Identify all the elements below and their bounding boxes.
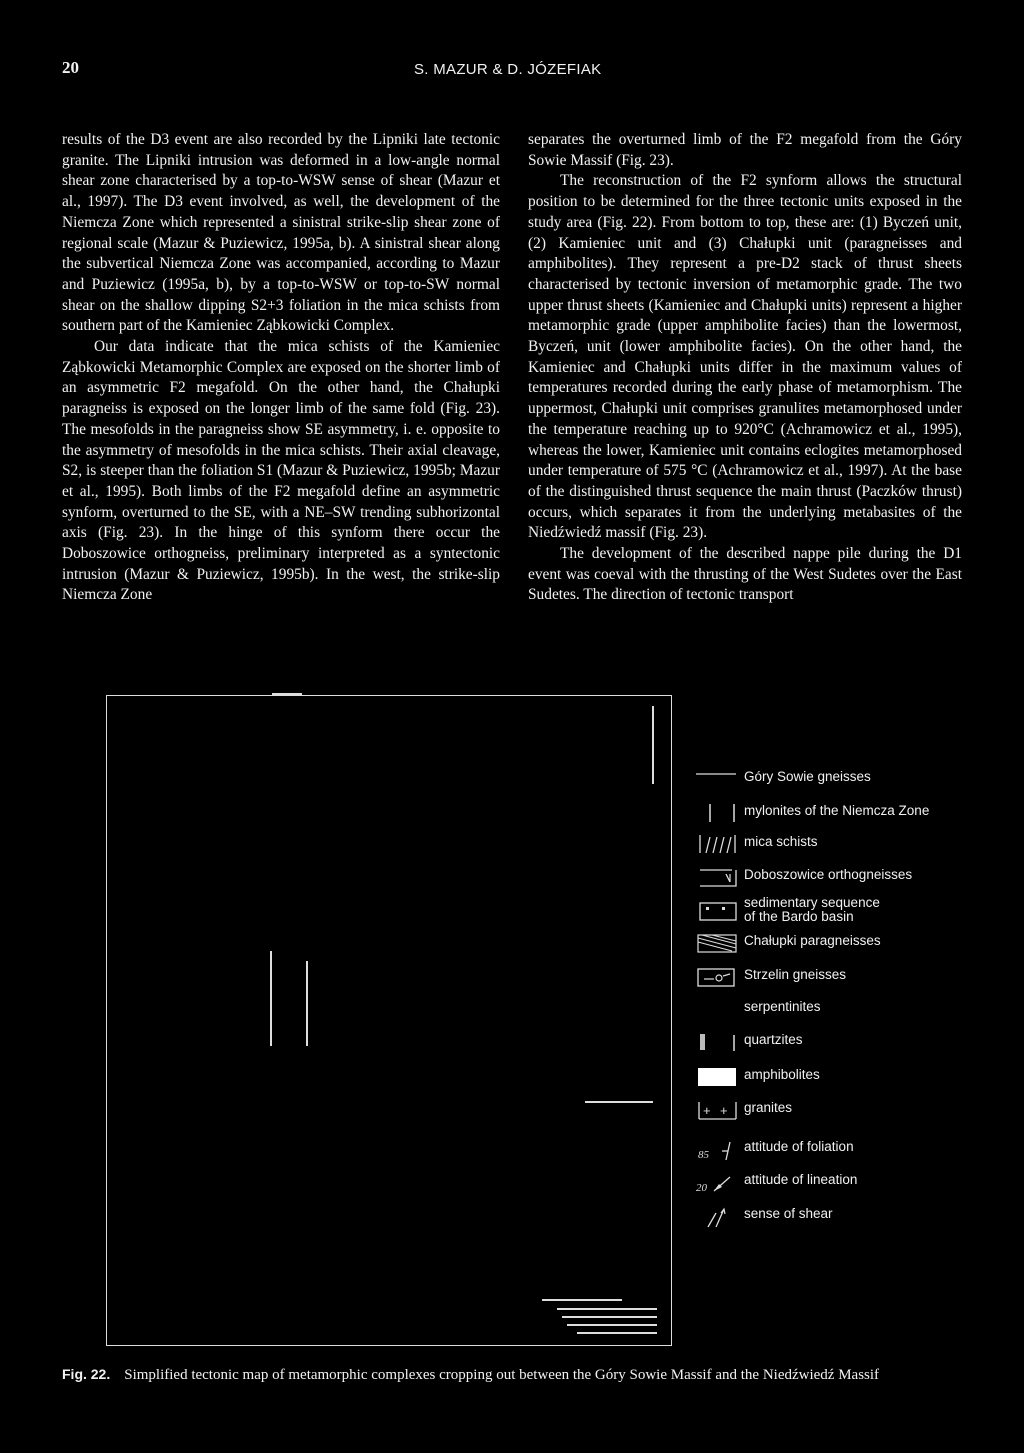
map-line	[557, 1308, 657, 1310]
bars-icon	[692, 802, 740, 826]
figure-caption	[62, 1366, 879, 1384]
diag-hatch-icon	[692, 932, 740, 956]
legend-label: attitude of foliation	[744, 1139, 854, 1154]
plus-box-icon	[692, 1099, 740, 1123]
svg-text:+: +	[720, 1103, 728, 1118]
legend-label: Chałupki paragneisses	[744, 933, 881, 948]
paragraph: results of the D3 event are also recorded by the Lipniki late tectonic granite. The Lipniki intrusion was deformed in a low-angle normal shear zone characterised by a top-to-WSW sense of shear (Mazur et al., 1997). The D3 event involved, as well, the development of the Niemcza Zone which represented a sinistral strike-slip shear zone of regional scale (Mazur & Puziewicz, 1995a, b). A sinistral shear along the subvertical Niemcza Zone was accompanied, according to Mazur and Puziewicz (1995a, b), by a top-to-WSW or top-to-SW normal shear on the shallow dipping S2+3 foliation in the mica schists from southern part of the Kamieniec Ząbkowicki Complex.	[62, 131, 500, 335]
legend-label: mica schists	[744, 834, 818, 849]
shear-icon	[692, 1205, 740, 1229]
legend-label: amphibolites	[744, 1067, 820, 1082]
legend-item	[692, 1066, 982, 1090]
caption-text: Simplified tectonic map of metamorphic complexes cropping out between the Góry Sowie Massif and the Niedźwiedź Massif	[124, 1367, 880, 1383]
figure-number: Fig. 22.	[62, 1366, 111, 1382]
legend-item	[692, 1099, 982, 1123]
legend-label: mylonites of the Niemcza Zone	[744, 803, 930, 818]
box-bracket-icon	[692, 866, 740, 890]
map-line	[577, 1332, 657, 1334]
svg-text:+: +	[703, 1103, 711, 1118]
map-line	[585, 1101, 653, 1103]
lineation-icon	[692, 1171, 740, 1195]
legend-label	[744, 896, 880, 924]
map-line	[562, 1316, 657, 1318]
foliation-value: 85	[698, 1149, 709, 1161]
paragraph: Our data indicate that the mica schists of the Kamieniec Ząbkowicki Metamorphic Complex are exposed on the shorter limb of an asymmetric F2 megafold. On the other hand, the Chałupki paragneiss is exposed on the longer limb of the same fold (Fig. 23). The mesofolds in the paragneiss show SE asymmetry, i. e. opposite to the asymmetry of mesofolds in the mica schists. Their axial cleavage, S2, is steeper than the foliation S1 (Mazur & Puziewicz, 1995b; Mazur et al., 1995). Both limbs of the F2 megafold define an asymmetric synform, overturned to the SE, with a NE–SW trending subhorizontal axis (Fig. 23). In the hinge of this synform there occur the Doboszowice orthogneiss, preliminary interpreted as a syntectonic intrusion (Mazur & Puziewicz, 1995b). In the west, the strike-slip Niemcza Zone	[62, 338, 500, 604]
map-line	[652, 706, 654, 784]
legend-item	[692, 895, 982, 924]
legend-label: quartzites	[744, 1032, 803, 1047]
legend-label: granites	[744, 1100, 793, 1115]
strzelin-icon	[692, 966, 740, 990]
lineation-value: 20	[696, 1182, 707, 1194]
tectonic-map	[106, 695, 672, 1346]
map-line	[270, 951, 272, 1046]
page-number: 20	[62, 58, 79, 77]
legend-item	[692, 866, 982, 890]
legend-label-line: sedimentary sequence	[744, 895, 880, 910]
dots-box-icon	[692, 900, 740, 924]
map-line	[272, 693, 302, 696]
solid-box-icon	[692, 1066, 740, 1090]
legend-item	[692, 1171, 982, 1195]
legend-item	[692, 1205, 982, 1229]
legend-item	[692, 998, 982, 1022]
legend-label: serpentinites	[744, 999, 821, 1014]
running-head: S. MAZUR & D. JÓZEFIAK	[414, 61, 602, 78]
legend-label: Góry Sowie gneisses	[744, 769, 871, 784]
legend-label: attitude of lineation	[744, 1172, 858, 1187]
map-line	[542, 1299, 622, 1301]
hatch-icon	[692, 833, 740, 857]
line-icon	[692, 768, 740, 792]
legend-label-line: of the Bardo basin	[744, 909, 854, 924]
right-column	[528, 130, 962, 606]
legend-item	[692, 1138, 982, 1162]
legend-item	[692, 768, 982, 792]
foliation-icon	[692, 1138, 740, 1162]
map-line	[567, 1324, 657, 1326]
map-line	[306, 961, 308, 1046]
legend-label: sense of shear	[744, 1206, 833, 1221]
paragraph: separates the overturned limb of the F2 megafold from the Góry Sowie Massif (Fig. 23).	[528, 131, 962, 169]
legend-item	[692, 932, 982, 956]
paragraph: The development of the described nappe pile during the D1 event was coeval with the thrusting of the West Sudetes over the East Sudetes. The direction of tectonic transport	[528, 545, 962, 604]
legend-item	[692, 833, 982, 857]
legend-label: Doboszowice orthogneisses	[744, 867, 913, 882]
legend-item	[692, 966, 982, 990]
left-column	[62, 130, 500, 606]
legend-item	[692, 1031, 982, 1055]
legend-label: Strzelin gneisses	[744, 967, 847, 982]
paragraph: The reconstruction of the F2 synform allows the structural position to be determined for the three tectonic units exposed in the study area (Fig. 22). From bottom to top, these are: (1) Byczeń unit, (2) Kamieniec unit and (3) Chałupki unit (paragneisses and amphibolites). They represent a pre-D2 stack of thrust sheets characterised by tectonic inversion of metamorphic grade. The two upper thrust sheets (Kamieniec and Chałupki units) represent a higher metamorphic grade (upper amphibolite facies) than the lowermost, Byczeń, unit (lower amphibolite facies). On the other hand, the Kamieniec and Chałupki units differ in the maximum values of temperatures recorded during the early phase of metamorphism. The uppermost, Chałupki unit comprises granulites metamorphosed under the temperature reaching up to 920°C (Achramowicz et al., 1995), whereas the lower, Kamieniec unit contains eclogites metamorphosed under temperature of 575 °C (Achramowicz et al., 1997). At the base of the distinguished thrust sequence the main thrust (Paczków thrust) occurs, which separates it from the underlying metabasites of the Niedźwiedź massif (Fig. 23).	[528, 172, 962, 542]
quartzite-icon	[692, 1031, 740, 1055]
legend-item	[692, 802, 982, 826]
